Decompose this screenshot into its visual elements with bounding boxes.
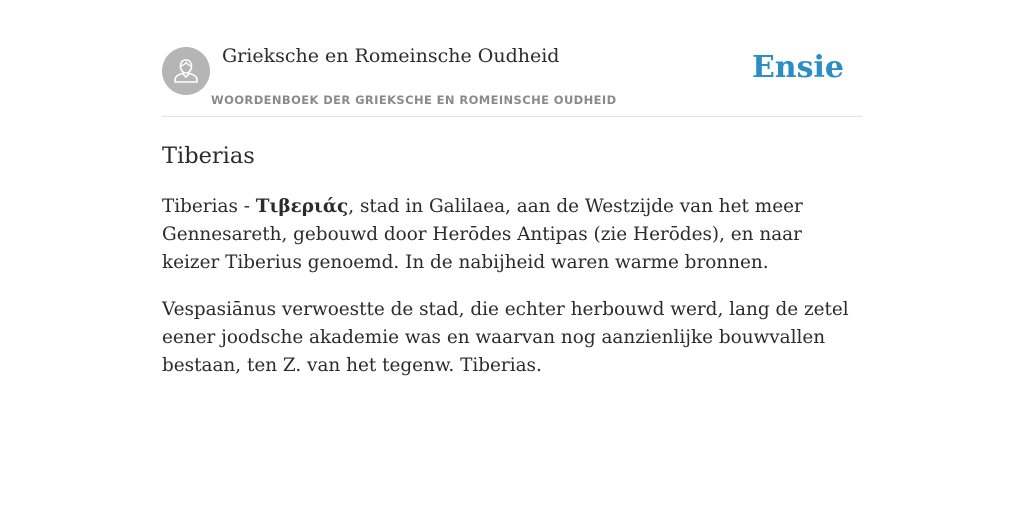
entry-paragraph	[162, 193, 862, 277]
source-avatar[interactable]	[162, 47, 210, 95]
entry-lead: Tiberias -	[162, 196, 256, 217]
content-container	[162, 0, 862, 399]
entry-title: Tiberias	[162, 143, 255, 169]
ensie-logo[interactable]: Ensie	[751, 50, 844, 85]
header	[162, 0, 862, 117]
source-title[interactable]: Grieksche en Romeinsche Oudheid	[222, 45, 560, 67]
greek-term: Τιβεριάς	[255, 196, 349, 217]
entry-body	[162, 193, 862, 380]
source-subtitle[interactable]: WOORDENBOEK DER GRIEKSCHE EN ROMEINSCHE OUDHEID	[211, 93, 617, 107]
entry-paragraph-text: , stad in Galilaea, aan de Westzijde van het meer Gennesareth, gebouwd door Herōdes Antipas (zie Herōdes), en naar keizer Tiberius genoemd. In de nabijheid waren warme bronnen.	[162, 196, 803, 273]
entry-paragraph-2: Vespasiānus verwoestte de stad, die echter herbouwd werd, lang de zetel eener joodsche akademie was en waarvan nog aanzienlijke bouwvallen bestaan, ten Z. van het tegenw. Tiberias.	[162, 299, 849, 376]
user-silhouette-icon	[171, 56, 201, 86]
